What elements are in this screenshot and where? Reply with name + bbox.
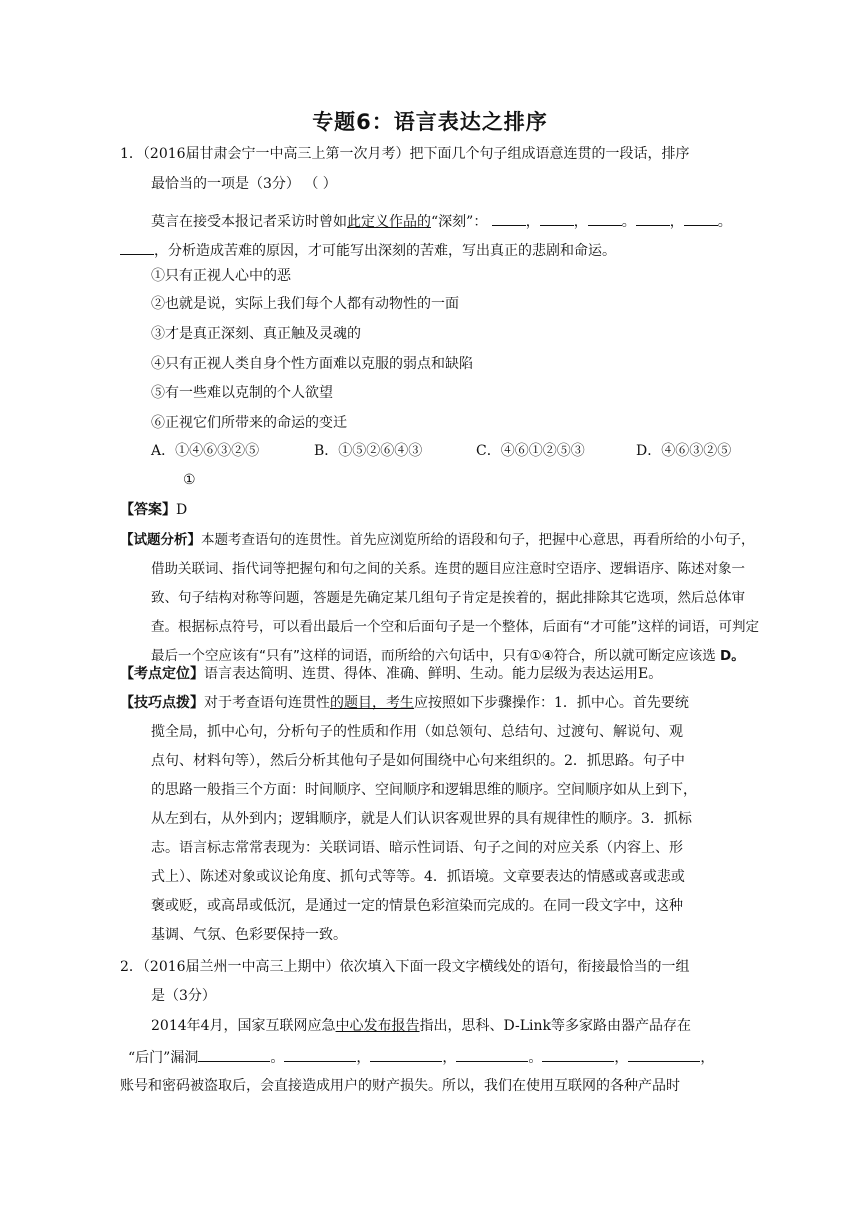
underlined-text: 此定义作品的 — [347, 214, 431, 230]
page-title: 专题6：语言表达之排序 — [312, 110, 548, 134]
blank — [456, 1047, 528, 1062]
q1-jiqiao-line8: 褒或贬，或高昂或低沉，是通过一定的情景色彩渲染而完成的。在同一段文字中，这种 — [151, 898, 683, 914]
q1-analysis-line1: 【试题分析】本题考查语句的连贯性。首先应浏览所给的语段和句子，把握中心意思，再看所给的小句子， — [120, 532, 755, 548]
q1-answer — [120, 500, 187, 520]
q2-stem-line2: 是（3分） — [151, 988, 216, 1004]
q1-jiqiao-line4: 的思路一般指三个方面：时间顺序、空间顺序和逻辑思维的顺序。空间顺序如从上到下， — [151, 782, 697, 798]
q1-item-3: ③才是真正深刻、真正触及灵魂的 — [151, 326, 361, 342]
q1-option-d-wrap: ① — [183, 472, 196, 488]
q1-jiqiao-line3: 点句、材料句等），然后分析其他句子是如何围绕中心句来组织的。2．抓思路。句子中 — [151, 753, 685, 769]
blank — [370, 1047, 442, 1062]
analysis-tag: 【试题分析】 — [120, 532, 201, 548]
q1-jiqiao-line5: 从左到右，从外到内；逻辑顺序，就是人们认识客观世界的具有规律性的顺序。3．抓标 — [151, 811, 692, 827]
q1-option-a: A．①④⑥③②⑤ — [151, 443, 260, 459]
blank — [542, 1047, 614, 1062]
q1-item-5: ⑤有一些难以克制的个人欲望 — [151, 385, 333, 401]
blank — [120, 240, 154, 255]
q1-passage-line2: ，分析造成苦难的原因，才可能写出深刻的苦难，写出真正的悲剧和命运。 — [120, 240, 616, 261]
q1-kaodian: 【考点定位】语言表达简明、连贯、得体、准确、鲜明、生动。能力层级为表达运用E。 — [120, 666, 663, 682]
kaodian-tag: 【考点定位】 — [120, 666, 204, 682]
q2-passage-line3: 账号和密码被盗取后，会直接造成用户的财产损失。所以，我们在使用互联网的各种产品时 — [120, 1078, 680, 1094]
blank — [540, 211, 574, 226]
q2-passage-line1: 2014年4月，国家互联网应急中心发布报告指出，思科、D-Link等多家路由器产品存在 — [151, 1018, 692, 1034]
q1-item-6: ⑥正视它们所带来的命运的变迁 — [151, 415, 347, 431]
underlined-text: 的题目，考生 — [330, 695, 414, 711]
blank — [636, 211, 670, 226]
blank — [284, 1047, 356, 1062]
q1-jiqiao-line2: 揽全局，抓中心句，分析句子的性质和作用（如总领句、总结句、过渡句、解说句、观 — [151, 724, 683, 740]
q1-jiqiao-line6: 志。语言标志常常表现为：关联词语、暗示性词语、句子之间的对应关系（内容上、形 — [151, 840, 683, 856]
answer-tag: 【答案】 — [120, 502, 176, 518]
q1-analysis-line4: 查。根据标点符号，可以看出最后一个空和后面句子是一个整体，后面有“才可能”这样的词语，可判定 — [151, 619, 759, 635]
q1-analysis-line3: 致、句子结构对称等问题，答题是先确定某几组句子肯定是挨着的，据此排除其它选项，然后总体审 — [151, 590, 745, 606]
blank — [684, 211, 718, 226]
q1-passage-line1: 莫言在接受本报记者采访时曾如此定义作品的“深刻”： ， ， 。 ， 。 — [151, 211, 732, 232]
q1-item-2: ②也就是说，实际上我们每个人都有动物性的一面 — [151, 296, 459, 312]
blank — [492, 211, 526, 226]
answer-value: D — [176, 502, 188, 518]
q1-option-b: B．①⑤②⑥④③ — [314, 443, 423, 459]
q1-item-4: ④只有正视人类自身个性方面难以克服的弱点和缺陷 — [151, 356, 473, 372]
q1-analysis-line2: 借助关联词、指代词等把握句和句之间的关系。连贯的题目应注意时空语序、逻辑语序、陈述对象一 — [151, 561, 745, 577]
q1-jiqiao-line1: 【技巧点拨】对于考查语句连贯性的题目，考生应按照如下步骤操作：1．抓中心。首先要统 — [120, 695, 689, 711]
q2-stem-line1: 2．（2016届兰州一中高三上期中）依次填入下面一段文字横线处的语句，衔接最恰当的一组 — [120, 959, 690, 975]
blank — [588, 211, 622, 226]
blank — [628, 1047, 700, 1062]
q1-jiqiao-line9: 基调、气氛、色彩要保持一致。 — [151, 927, 347, 943]
q1-stem-line1: 1．（2016届甘肃会宁一中高三上第一次月考）把下面几个句子组成语意连贯的一段话，排序 — [120, 146, 690, 162]
jiqiao-tag: 【技巧点拨】 — [120, 695, 204, 711]
q1-option-d: D．④⑥③②⑤ — [636, 443, 732, 459]
q1-analysis-line5: 最后一个空应该有“只有”这样的词语，而所给的六句话中，只有①④符合，所以就可断定应该选 D。 — [151, 648, 745, 664]
blank — [198, 1047, 270, 1062]
underlined-text: 中心发布报告 — [335, 1018, 420, 1034]
q1-option-c: C．④⑥①②⑤③ — [476, 443, 585, 459]
q2-passage-line2: “后门”漏洞 。 ， ， 。 ， ， — [128, 1047, 714, 1068]
q1-jiqiao-line7: 式上）、陈述对象或议论角度、抓句式等等。4．抓语境。文章要表达的情感或喜或悲或 — [151, 869, 685, 885]
q1-stem-line2: 最恰当的一项是（3分） （ ） — [151, 176, 337, 192]
q1-item-1: ①只有正视人心中的恶 — [151, 268, 291, 284]
